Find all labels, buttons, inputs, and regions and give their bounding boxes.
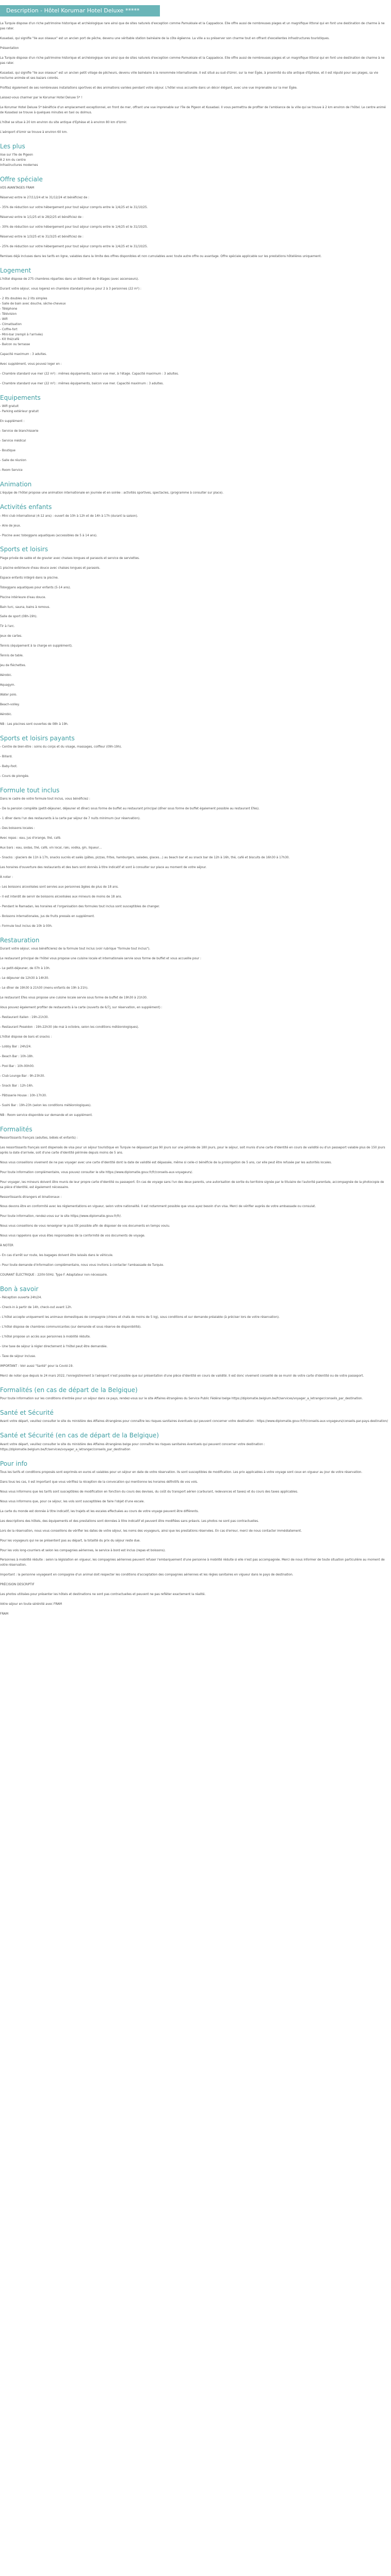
section-heading: Sports et loisirs xyxy=(0,546,48,553)
paragraph: - Billard. xyxy=(0,755,13,759)
paragraph: Réservez entre le 27/11/24 et le 31/12/24 et bénéficiez de : xyxy=(0,196,89,199)
paragraph: - Pendant le Ramadan, les horaires et l'organisation des formules tout inclus sont susceptibles de changer. xyxy=(0,905,160,908)
paragraph: Avec supplément, vous pouvez loger en : xyxy=(0,363,62,366)
section-heading: Offre spéciale xyxy=(0,175,43,183)
paragraph: - Il est interdit de servir de boissons alcoolisées aux mineurs de moins de 18 ans. xyxy=(0,895,122,899)
list-item: Vue sur l'île de Pigeon xyxy=(0,153,33,157)
paragraph: Salle de sport (08h-19h). xyxy=(0,615,38,619)
paragraph: Pour toute information sur les conditions d'entrée pour un séjour dans ce pays, rendez-vous sur le site Affaires étrangères du Service Public Fédéral belge https://diplomatie.belgium.be/fr/services/voyager_a_letranger/conseils_par_destination. xyxy=(0,1397,363,1401)
paragraph: Avant votre départ, veuillez consulter le site du ministère des Affaires étrangères belge pour connaître les risques sanitaires éventuels qui peuvent concerner votre destination : https://diplomatie.belgium.be/fr/services/voyager_a_letranger/conseils_par_destination xyxy=(0,1443,265,1451)
section xyxy=(0,266,388,387)
paragraph: Tir à l'arc. xyxy=(0,625,15,629)
section xyxy=(0,1386,388,1402)
paragraph: Avec repas : eau, jus d'orange, thé, café. xyxy=(0,837,61,840)
paragraph: Pour voyager, les mineurs doivent être munis de leur propre carte d'identité ou passeport. En cas de voyage sans l'un des deux parents, une autorisation de sortie du territoire signée par le titulaire de l'autorité parentale, accompagnée de la photocopie de sa pièce d'identité, est également nécessaire. xyxy=(0,1180,384,1189)
paragraph: En supplément : xyxy=(0,420,25,423)
paragraph: Water polo. xyxy=(0,693,18,697)
paragraph: Ressortissants français (adultes, bébés et enfants) : xyxy=(0,1136,78,1140)
description-content xyxy=(0,22,388,1622)
paragraph: La Turquie dispose d'un riche patrimoine historique et archéologique rare ainsi que de sites naturels d'exception comme Pamukkale et la Cappadoce. Elle offre aussi de nombreuses plages et un magnifique littoral qui en font une destination de charme à ne pas rater. xyxy=(0,22,385,30)
paragraph: Kusadasi, qui signifie "Ile aux oiseaux" est un ancien port de pêche, devenu une véritable station balnéaire de la côte égéenne. La ville a su préserver son charme tout en offrant d'excellentes infrastructures touristiques. xyxy=(0,37,330,40)
section xyxy=(0,503,388,538)
paragraph: Profitez également de ses nombreuses installations sportives et des animations variées pendant votre séjour. L'hôtel vous accueille dans un décor élégant, avec une vue imprenable sur la mer Égée. xyxy=(0,86,298,90)
list-item: - Balcon ou terrasse xyxy=(0,343,30,347)
list-item: - Salle de bain avec douche, sèche-cheveux xyxy=(0,302,66,306)
item-list xyxy=(0,404,388,415)
paragraph: Le Korumar Hotel Deluxe 5* bénéficie d'un emplacement exceptionnel, en front de mer, offrant une vue imprenable sur l'île de Pigeon et Kusadasi. Il vous permettra de profiter de l'ambiance de la ville qui se trouve à 2 km environ de l'hôtel. Le centre animé de Kusadasi se trouve à quelques minutes en taxi ou dolmus. xyxy=(0,106,386,114)
paragraph: - Mini club international (4-12 ans) : ouvert de 10h à 12h et de 14h à 17h (durant la saison). xyxy=(0,514,138,518)
list-item: - Coffre-fort xyxy=(0,328,18,331)
paragraph: IMPORTANT : Voir aussi "Santé" pour la Covid-19. xyxy=(0,1365,74,1368)
paragraph: L'hôtel dispose de 275 chambres réparties dans un bâtiment de 9 étages (avec ascenseurs). xyxy=(0,277,139,281)
paragraph: VOS AVANTAGES FRAM xyxy=(0,186,35,190)
section xyxy=(0,175,388,260)
paragraph: Espace enfants intégré dans la piscine. xyxy=(0,576,59,580)
paragraph: Nous vous conseillons vivement de ne pas voyager avec une carte d'identité dont la date de validité est dépassée, même si celle-ci bénéficie de la prolongation de 5 ans, car elle peut être refusée par les autorités locales. xyxy=(0,1161,332,1164)
section-heading: Equipements xyxy=(0,394,41,402)
paragraph: L'hôtel dispose de bars et snacks : xyxy=(0,1035,52,1039)
paragraph: - Chambre standard vue mer (22 m²) : mêmes équipements, balcon vue mer. Capacité maximum : 3 adultes. xyxy=(0,382,164,386)
paragraph: - En cas d'arrêt sur route, les bagages doivent être laissés dans le véhicule. xyxy=(0,1254,113,1258)
paragraph: Aérobic. xyxy=(0,674,12,677)
paragraph: À NOTER xyxy=(0,1244,13,1248)
section-heading: Sports et loisirs payants xyxy=(0,735,75,742)
section-heading: Les plus xyxy=(0,142,25,150)
paragraph: Pour toute information, rendez-vous sur le site https://www.diplomatie.gouv.fr/fr/. xyxy=(0,1215,122,1218)
paragraph: - 35% de réduction sur votre hébergement pour tout séjour compris entre le 1/4/25 et le 31/10/25. xyxy=(0,206,148,209)
paragraph: Réservez entre le 1/3/25 et le 31/3/25 et bénéficiez de : xyxy=(0,235,84,239)
paragraph: Les horaires d'ouverture des restaurants et des bars sont donnés à titre indicatif et sont à consulter sur place au moment de votre séjour. xyxy=(0,866,207,870)
paragraph: - Le déjeuner de 12h30 à 14h30. xyxy=(0,977,50,980)
paragraph: Toboggans aquatiques pour enfants (5-14 ans). xyxy=(0,586,71,589)
paragraph: Durant votre séjour, vous bénéficierez de la formule tout inclus (voir rubrique "formule tout inclus"). xyxy=(0,947,151,951)
paragraph: Kusadasi, qui signifie "Ile aux oiseaux" est un ancien petit village de pêcheurs, devenu ville balnéaire à la renommée internationale. Il est situé au sud d'Izmir, sur la mer Égée, à proximité du site antique d'Ephèse, et il est réputé pour ses plages, sa vie nocturne animée et ses bazars colorés. xyxy=(0,71,379,80)
paragraph: COURANT ÉLECTRIQUE : 220V-50Hz. Type F. Adaptateur non nécessaire. xyxy=(0,1274,108,1277)
paragraph: Le restaurant principal de l'hôtel vous propose une cuisine locale et internationale servie sous forme de buffet et vous accueille pour : xyxy=(0,957,201,961)
paragraph: Lors de la réservation, nous vous conseillons de vérifier les dates de votre séjour, les noms des voyageurs, ainsi que les prestations réservées. En cas d'erreur, merci de nous contacter immédiatement. xyxy=(0,1529,302,1533)
paragraph: - Sushi Bar : 19h-23h (selon les conditions météorologiques). xyxy=(0,1104,92,1107)
paragraph: - Les boissons alcoolisées sont servies aux personnes âgées de plus de 18 ans. xyxy=(0,886,119,889)
paragraph: Nous vous informons que, pour ce séjour, les vols sont susceptibles de faire l'objet d'une escale. xyxy=(0,1500,145,1503)
paragraph: Pour les vols long-courriers et selon les compagnies aériennes, le service à bord est inclus (repas et boissons). xyxy=(0,1549,166,1552)
list-item: - Parking extérieur gratuit xyxy=(0,410,39,414)
section-heading: Logement xyxy=(0,266,31,274)
section-heading: Pour info xyxy=(0,1460,28,1467)
section xyxy=(0,1460,388,1618)
paragraph: La carte du monde est donnée à titre indicatif, les trajets et les escales effectuées au cours de votre voyage peuvent être différents. xyxy=(0,1510,199,1513)
paragraph: L'hôtel se situe à 20 km environ du site antique d'Ephèse et à environ 80 km d'Izmir. xyxy=(0,121,127,124)
list-item: - Wifi gratuit xyxy=(0,405,19,409)
paragraph: - Service de blanchisserie xyxy=(0,430,39,433)
paragraph: Le restaurant Efes vous propose une cuisine locale servie sous forme de buffet de 19h30 à 21h30. xyxy=(0,996,148,999)
paragraph: - Service médical xyxy=(0,439,26,443)
paragraph: À noter : xyxy=(0,876,13,879)
section xyxy=(0,394,388,473)
paragraph: - Le petit-déjeuner, de 07h à 10h. xyxy=(0,967,51,971)
section xyxy=(0,1364,388,1379)
paragraph: - 30% de réduction sur votre hébergement pour tout séjour compris entre le 1/4/25 et le 31/10/25. xyxy=(0,225,148,229)
paragraph: - L'hôtel dispose de chambres communicantes (sur demande et sous réserve de disponibilité). xyxy=(0,1326,142,1329)
paragraph: La Turquie dispose d'un riche patrimoine historique et archéologique rare ainsi que de sites naturels d'exception comme Pamukkale et la Cappadoce. Elle offre aussi de nombreuses plages et un magnifique littoral qui en font une destination de charme à ne pas rater. xyxy=(0,56,385,65)
paragraph: NB : Room service disponible sur demande et en supplément. xyxy=(0,1113,93,1117)
paragraph: - Restaurant Poseidon : 19h-22h30 (de mai à octobre, selon les conditions météorologiques). xyxy=(0,1025,139,1029)
paragraph: Tennis (équipement à la charge en supplément). xyxy=(0,645,73,648)
paragraph: Personnes à mobilité réduite : selon la législation en vigueur, les compagnies aériennes peuvent refuser l'embarquement d'une personne à mobilité réduite si elle n'est pas accompagnée. Merci de nous informer de toute situation particulière au moment de votre réservation. xyxy=(0,1558,385,1567)
paragraph: Nous vous conseillons de vous renseigner le plus tôt possible afin de disposer de vos documents en temps voulu. xyxy=(0,1225,170,1228)
paragraph: Durant votre séjour, vous logerez en chambre standard prévue pour 2 à 3 personnes (22 m²) : xyxy=(0,287,142,291)
section xyxy=(0,480,388,496)
paragraph: Nous vous rappelons que vous êtes responsables de la conformité de vos documents de voyage. xyxy=(0,1234,145,1238)
paragraph: - Une taxe de séjour à régler directement à l'hôtel peut être demandée. xyxy=(0,1345,108,1349)
paragraph: Présentation xyxy=(0,46,19,50)
section-heading: Bon à savoir xyxy=(0,1285,39,1293)
paragraph: Merci de noter que depuis le 24 mars 2022, l'enregistrement à l'aéroport n'est possible que sur présentation d'une pièce d'identité en cours de validité. Il est donc vivement conseillé de se munir de votre carte d'identité ou de votre passeport. xyxy=(0,1375,364,1378)
paragraph: NB : Les piscines sont ouvertes de 08h à 19h. xyxy=(0,723,69,726)
list-item: - Téléphone xyxy=(0,307,18,311)
paragraph: - Pool Bar : 10h-00h00. xyxy=(0,1064,35,1068)
paragraph: Les descriptions des hôtels, des équipements et des prestations sont données à titre indicatif et peuvent être modifiées sans préavis. Les photos ne sont pas contractuelles. xyxy=(0,1519,259,1523)
paragraph: - Beach Bar : 10h-18h. xyxy=(0,1055,34,1058)
paragraph: Plage privée de sable et de gravier avec chaises longues et parasols et service de serviettes. xyxy=(0,556,140,560)
paragraph: - Club Lounge Bar : 9h-23h30. xyxy=(0,1074,45,1078)
section xyxy=(0,786,388,861)
paragraph: - L'hôtel accepte uniquement les animaux domestiques de compagnie (chiens et chats de moins de 5 kg), sous conditions et sur demande préalable (à préciser lors de votre réservation). xyxy=(0,1316,280,1319)
paragraph: - Réception ouverte 24h/24. xyxy=(0,1296,42,1300)
paragraph: Nous vous informons que les tarifs sont susceptibles de modification en fonction du cours des devises, du coût du transport aérien (carburant, redevances et taxes) et du cours des taxes applicables. xyxy=(0,1490,298,1494)
paragraph: - Taxe de séjour incluse. xyxy=(0,1355,36,1359)
paragraph: Important : la personne voyageant en compagnie d'un animal doit respecter les conditions d'acceptation des compagnies aériennes et les règles sanitaires en vigueur dans le pays de destination. xyxy=(0,1573,294,1577)
paragraph: - Centre de bien-être : soins du corps et du visage, massages, coiffeur (09h-19h). xyxy=(0,745,122,749)
section xyxy=(0,1409,388,1425)
paragraph: Avant votre départ, veuillez consulter le site du ministère des Affaires étrangères pour connaître les risques sanitaires éventuels qui peuvent concerner votre destination : https://www.diplomatie.gouv.fr/fr/conseils-aux-voyageurs/conseils-par-pays-destination/ xyxy=(0,1420,388,1423)
paragraph: - Check-in à partir de 14h, check-out avant 12h. xyxy=(0,1306,72,1310)
paragraph: FRAM xyxy=(0,1613,9,1616)
list-item: - 2 lits doubles ou 2 lits simples xyxy=(0,297,47,300)
section-heading: Santé et Sécurité (en cas de départ de la Belgique) xyxy=(0,1432,159,1439)
paragraph: Les ressortissants français sont dispensés de visa pour un séjour touristique en Turquie ne dépassant pas 90 jours sur une période de 180 jours, pour le séjour, soit munis d'une carte d'identité en cours de validité ou d'un passeport valable plus de 150 jours après la date d'arrivée, soit d'une carte d'identité périmée depuis moins de 5 ans. xyxy=(0,1146,385,1155)
paragraph: Laissez-vous charmer par le Korumar Hotel Deluxe 5* ! xyxy=(0,96,83,99)
paragraph: - Snacks : glaciers de 11h à 17h, snacks sucrés et salés (pâtes, pizzas, frites, hamburgers, salades, glaces…) au beach bar et au snack bar de 12h à 16h, thé, café et biscuits de 16h30 à 17h30. xyxy=(0,856,290,860)
paragraph: - 1 dîner dans l'un des restaurants à la carte par séjour de 7 nuits minimum (sur réservation). xyxy=(0,817,141,821)
paragraph: Piscine intérieure d'eau douce. xyxy=(0,596,46,599)
paragraph: Bain turc, sauna, bains à remous. xyxy=(0,605,51,609)
paragraph: Jeux de cartes. xyxy=(0,635,23,638)
section-heading: Formule tout inclus xyxy=(0,787,60,794)
section xyxy=(0,1285,388,1360)
paragraph: - Le dîner de 19h30 à 21h30 (menu enfants de 19h à 21h). xyxy=(0,986,89,990)
list-item: Infrastructures modernes xyxy=(0,163,38,167)
section-heading: Santé et Sécurité xyxy=(0,1409,54,1417)
paragraph: - Cours de plongée. xyxy=(0,775,29,778)
section-heading: Activités enfants xyxy=(0,503,52,511)
paragraph: - Boissons internationales, jus de fruits pressés en supplément. xyxy=(0,914,95,918)
paragraph: PRÉCISION DESCRIPTIF xyxy=(0,1583,35,1587)
section xyxy=(0,722,388,727)
paragraph: - Pour toute demande d'information complémentaire, nous vous invitons à contacter l'ambassade de Turquie. xyxy=(0,1264,164,1267)
paragraph: - Piscine avec toboggans aquatiques (accessibles de 5 à 14 ans). xyxy=(0,534,97,537)
paragraph: 1 piscine extérieure d'eau douce avec chaises longues et parasols. xyxy=(0,566,101,570)
paragraph: Pour toute information complémentaire, vous pouvez consulter le site https://www.diplomatie.gouv.fr/fr/conseils-aux-voyageurs/. xyxy=(0,1171,193,1174)
paragraph: - Aire de jeux. xyxy=(0,524,21,528)
paragraph: Jeu de fléchettes. xyxy=(0,664,26,668)
item-list xyxy=(0,297,388,348)
paragraph: - Room Service xyxy=(0,469,23,472)
paragraph: Votre séjour en toute sérénité avec FRAM xyxy=(0,1603,62,1606)
paragraph: L'équipe de l'hôtel propose une animation internationale en journée et en soirée : activités sportives, spectacles, (programme à consulter sur place). xyxy=(0,492,224,495)
paragraph: Aquagym. xyxy=(0,684,15,687)
paragraph: - 25% de réduction sur votre hébergement pour tout séjour compris entre le 1/4/25 et le 31/10/25. xyxy=(0,245,148,248)
section xyxy=(0,1431,388,1452)
paragraph: Vous pouvez également profiter de restaurants à la carte (ouverts de 6/7j, sur réservation, en supplément) : xyxy=(0,1006,162,1009)
paragraph: - De la pension complète (petit-déjeuner, déjeuner et dîner) sous forme de buffet au restaurant principal (dîner sous forme de buffet également possible au restaurant Efes). xyxy=(0,807,260,811)
list-item: À 2 km du centre xyxy=(0,158,26,162)
list-item: - Mini-bar (rempli à l'arrivée) xyxy=(0,333,43,336)
paragraph: - Salle de réunion xyxy=(0,459,26,463)
section xyxy=(0,22,388,135)
paragraph: - Chambre standard vue mer (22 m²) : mêmes équipements, balcon vue mer, à l'étage. Capacité maximum : 3 adultes. xyxy=(0,372,179,376)
list-item: - Kit thé/café xyxy=(0,338,20,342)
paragraph: - Des boissons locales : xyxy=(0,827,35,831)
paragraph: - Boutique xyxy=(0,449,15,453)
paragraph: Aux bars : eau, sodas, thé, café, vin local, rakı, vodka, gin, liqueur… xyxy=(0,846,102,850)
section xyxy=(0,734,388,779)
paragraph: L'aéroport d'Izmir se trouve à environ 60 km. xyxy=(0,130,68,134)
section-heading: Formalités (en cas de départ de la Belgique) xyxy=(0,1386,138,1394)
paragraph: - Baby-foot. xyxy=(0,765,18,769)
paragraph: - L'hôtel propose un accès aux personnes à mobilité réduite. xyxy=(0,1335,91,1339)
section xyxy=(0,545,388,718)
paragraph: - Snack Bar : 12h-16h. xyxy=(0,1084,34,1088)
paragraph: - Restaurant italien : 19h-21h30. xyxy=(0,1015,49,1019)
paragraph: Capacité maximum : 3 adultes. xyxy=(0,353,47,357)
paragraph: Aérobic. xyxy=(0,713,12,717)
paragraph: Pour les voyageurs qui ne se présentent pas au départ, la totalité du prix du séjour reste due. xyxy=(0,1539,141,1543)
paragraph: - Formule tout inclus de 10h à 00h. xyxy=(0,924,53,928)
section-heading: Formalités xyxy=(0,1125,32,1133)
paragraph: - Pâtisserie House : 10h-17h30. xyxy=(0,1094,47,1097)
paragraph: Remises déjà incluses dans les tarifs en ligne, valables dans la limite des offres disponibles et non cumulables avec toute autre offre ou avantage. Offre spéciale applicable sur les prestations hôtelières uniquement. xyxy=(0,255,322,258)
paragraph: - Lobby Bar : 24h/24. xyxy=(0,1045,32,1048)
paragraph: Tennis de table. xyxy=(0,654,24,658)
section-heading: Restauration xyxy=(0,936,40,944)
item-list xyxy=(0,153,388,168)
section xyxy=(0,142,388,168)
list-item: - Wifi xyxy=(0,317,8,321)
paragraph: Beach-volley. xyxy=(0,703,20,707)
paragraph: Dans tous les cas, il est important que vous vérifiiez la réception de la convocation qui mentionne les horaires définitifs de vos vols. xyxy=(0,1480,198,1484)
section xyxy=(0,866,388,929)
section xyxy=(0,1125,388,1279)
list-item: - Climatisation xyxy=(0,323,22,326)
paragraph: Tous les tarifs et conditions proposés sont exprimés en euros et valables pour un séjour en date de votre réservation. Ils sont susceptibles de modification. Les prix applicables à votre voyage sont ceux en vigueur au jour de votre réservation. xyxy=(0,1470,363,1474)
section xyxy=(0,936,388,1118)
paragraph: Les photos utilisées pour présenter les hôtels et destinations ne sont pas contractuelles et peuvent ne pas refléter exactement la réalité. xyxy=(0,1593,206,1597)
paragraph: Ressortissants étrangers et binationaux : xyxy=(0,1195,62,1199)
section-heading: Animation xyxy=(0,481,32,488)
paragraph: Dans le cadre de votre formule tout inclus, vous bénéficiez : xyxy=(0,798,90,801)
paragraph: Réservez entre le 1/1/25 et le 28/2/25 et bénéficiez de : xyxy=(0,215,84,219)
list-item: - Télévision xyxy=(0,312,17,316)
paragraph: Nous devons être en conformité avec les réglementations en vigueur, selon votre nationalité. Il est notamment possible que vous ayez besoin d'un visa. Merci de vérifier auprès de votre ambassade ou consulat. xyxy=(0,1205,316,1209)
description-title: Description - Hôtel Korumar Hotel Deluxe ***** xyxy=(0,5,160,16)
